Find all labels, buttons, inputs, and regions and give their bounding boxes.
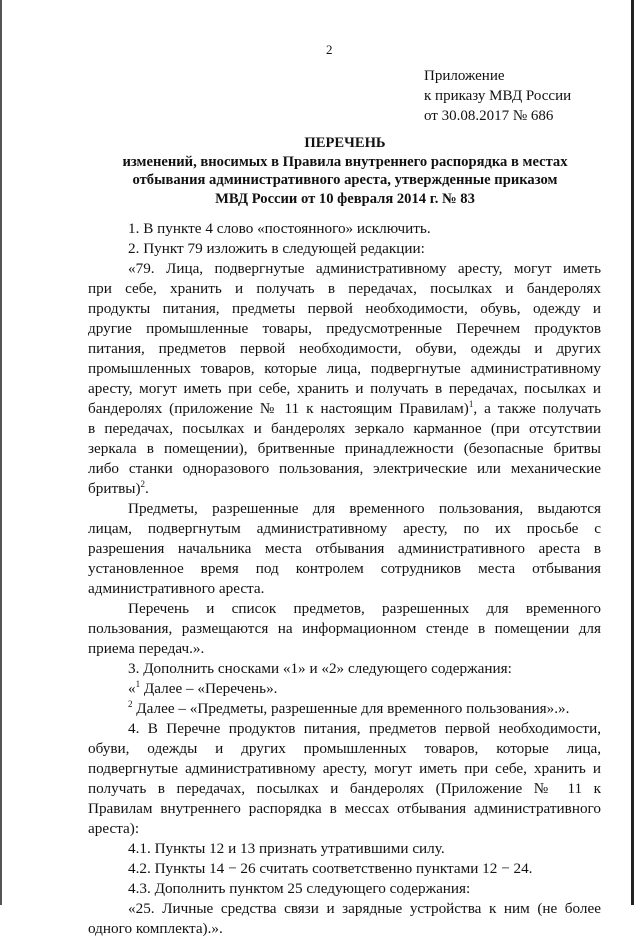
footnote-ref-2: 2 — [140, 479, 146, 489]
appendix-label: Приложение — [424, 68, 505, 84]
body-line: продукты питания, предметы первой необходимости, обувь, одежду и — [88, 300, 601, 317]
body-line: обуви, одежды и других промышленных товаров, которые лица, — [88, 740, 601, 757]
footnote-1-text — [88, 679, 601, 699]
scan-edge-left — [0, 0, 2, 905]
document-body — [88, 219, 601, 939]
item-4-2: 4.2. Пункты 14 − 26 считать соответственно пунктами 12 − 24. — [128, 860, 533, 877]
body-line: питания, предметов первой необходимости, обуви, одежды и других — [88, 340, 601, 357]
body-line: пользования, размещаются на информационном стенде в помещении для — [88, 620, 601, 637]
body-line: другие промышленные товары, предусмотренные Перечнем продуктов — [88, 320, 601, 337]
body-text: Далее – «Перечень». — [140, 680, 278, 697]
title-subtitle-1: изменений, вносимых в Правила внутреннего распорядка в местах — [122, 153, 568, 170]
body-line: лицам, подвергнутым административному аресту, по их просьбе с — [88, 520, 601, 537]
body-line: Правилам внутреннего распорядка в мессах отбывания административного — [88, 800, 601, 817]
item-4-3: 4.3. Дополнить пунктом 25 следующего содержания: — [128, 880, 471, 897]
body-line: либо станки одноразового пользования, электрические или механические — [88, 460, 601, 477]
appendix-order-ref: к приказу МВД России — [424, 88, 572, 104]
body-line: в передачах, посылках и бандеролях зеркало карманное (при отсутствии — [88, 420, 601, 437]
title-subtitle-2: отбывания административного ареста, утвержденные приказом — [132, 172, 558, 188]
body-line: установленное время под контролем сотрудников места отбывания — [88, 560, 601, 577]
page-number: 2 — [326, 42, 333, 57]
body-line: получать в передачах, посылках и бандеролях (Приложение № 11 к — [88, 780, 601, 797]
title-heading: ПЕРЕЧЕНЬ — [304, 135, 386, 151]
body-line: промышленных товаров, которые лица, подвергнутые административному — [88, 360, 601, 377]
item-1: 1. В пункте 4 слово «постоянного» исключить. — [128, 220, 431, 237]
footnote-mark-2: 2 — [128, 699, 133, 709]
document-title — [90, 134, 600, 208]
body-line: Предметы, разрешенные для временного пользования, выдаются — [128, 500, 601, 517]
body-text: бритвы) — [88, 480, 141, 497]
item-4: 4. В Перечне продуктов питания, предметов первой необходимости, — [128, 720, 601, 737]
body-text: , а также получать — [473, 400, 601, 417]
footnote-ref-1: 1 — [468, 399, 474, 409]
body-text: « — [128, 680, 136, 697]
body-line: одного комплекта).». — [88, 920, 223, 937]
quote-79-line: «79. Лица, подвергнутые административному аресту, могут иметь — [128, 260, 601, 277]
appendix-header — [424, 66, 571, 126]
title-subtitle-3: МВД России от 10 февраля 2014 г. № 83 — [215, 190, 475, 207]
body-line: Перечень и список предметов, разрешенных для временного — [128, 600, 601, 617]
body-line: приема передач.». — [88, 640, 205, 657]
body-line: зеркала в помещении), бритвенные принадлежности (безопасные бритвы — [88, 440, 601, 457]
body-text: бандеролях (приложение № 11 к настоящим Правилам) — [88, 400, 469, 417]
body-line: аресту, могут иметь при себе, хранить и получать в передачах, посылках и — [88, 380, 601, 397]
quote-25-line: «25. Личные средства связи и зарядные устройства к ним (не более — [128, 900, 601, 917]
item-3: 3. Дополнить сносками «1» и «2» следующего содержания: — [128, 660, 512, 677]
body-line: ареста): — [88, 820, 140, 837]
body-line: подвергнутые административному аресту, могут иметь при себе, хранить и — [88, 760, 601, 777]
body-line-footnote-2 — [88, 479, 601, 499]
body-text: Далее – «Предметы, разрешенные для временного пользования».». — [132, 700, 570, 717]
scan-edge-right — [631, 0, 634, 905]
body-line: разрешения начальника места отбывания административного ареста в — [88, 540, 601, 557]
body-line-footnote-1 — [88, 399, 601, 419]
item-4-1: 4.1. Пункты 12 и 13 признать утратившими силу. — [128, 840, 445, 857]
body-text: . — [145, 480, 149, 497]
item-2: 2. Пункт 79 изложить в следующей редакции: — [128, 240, 425, 257]
body-line: при себе, хранить и получать в передачах, посылках и бандеролях — [88, 280, 601, 297]
appendix-order-date: от 30.08.2017 № 686 — [424, 108, 554, 124]
body-line: административного ареста. — [88, 580, 265, 597]
footnote-mark-1: 1 — [135, 679, 141, 689]
footnote-2-text — [88, 699, 601, 719]
